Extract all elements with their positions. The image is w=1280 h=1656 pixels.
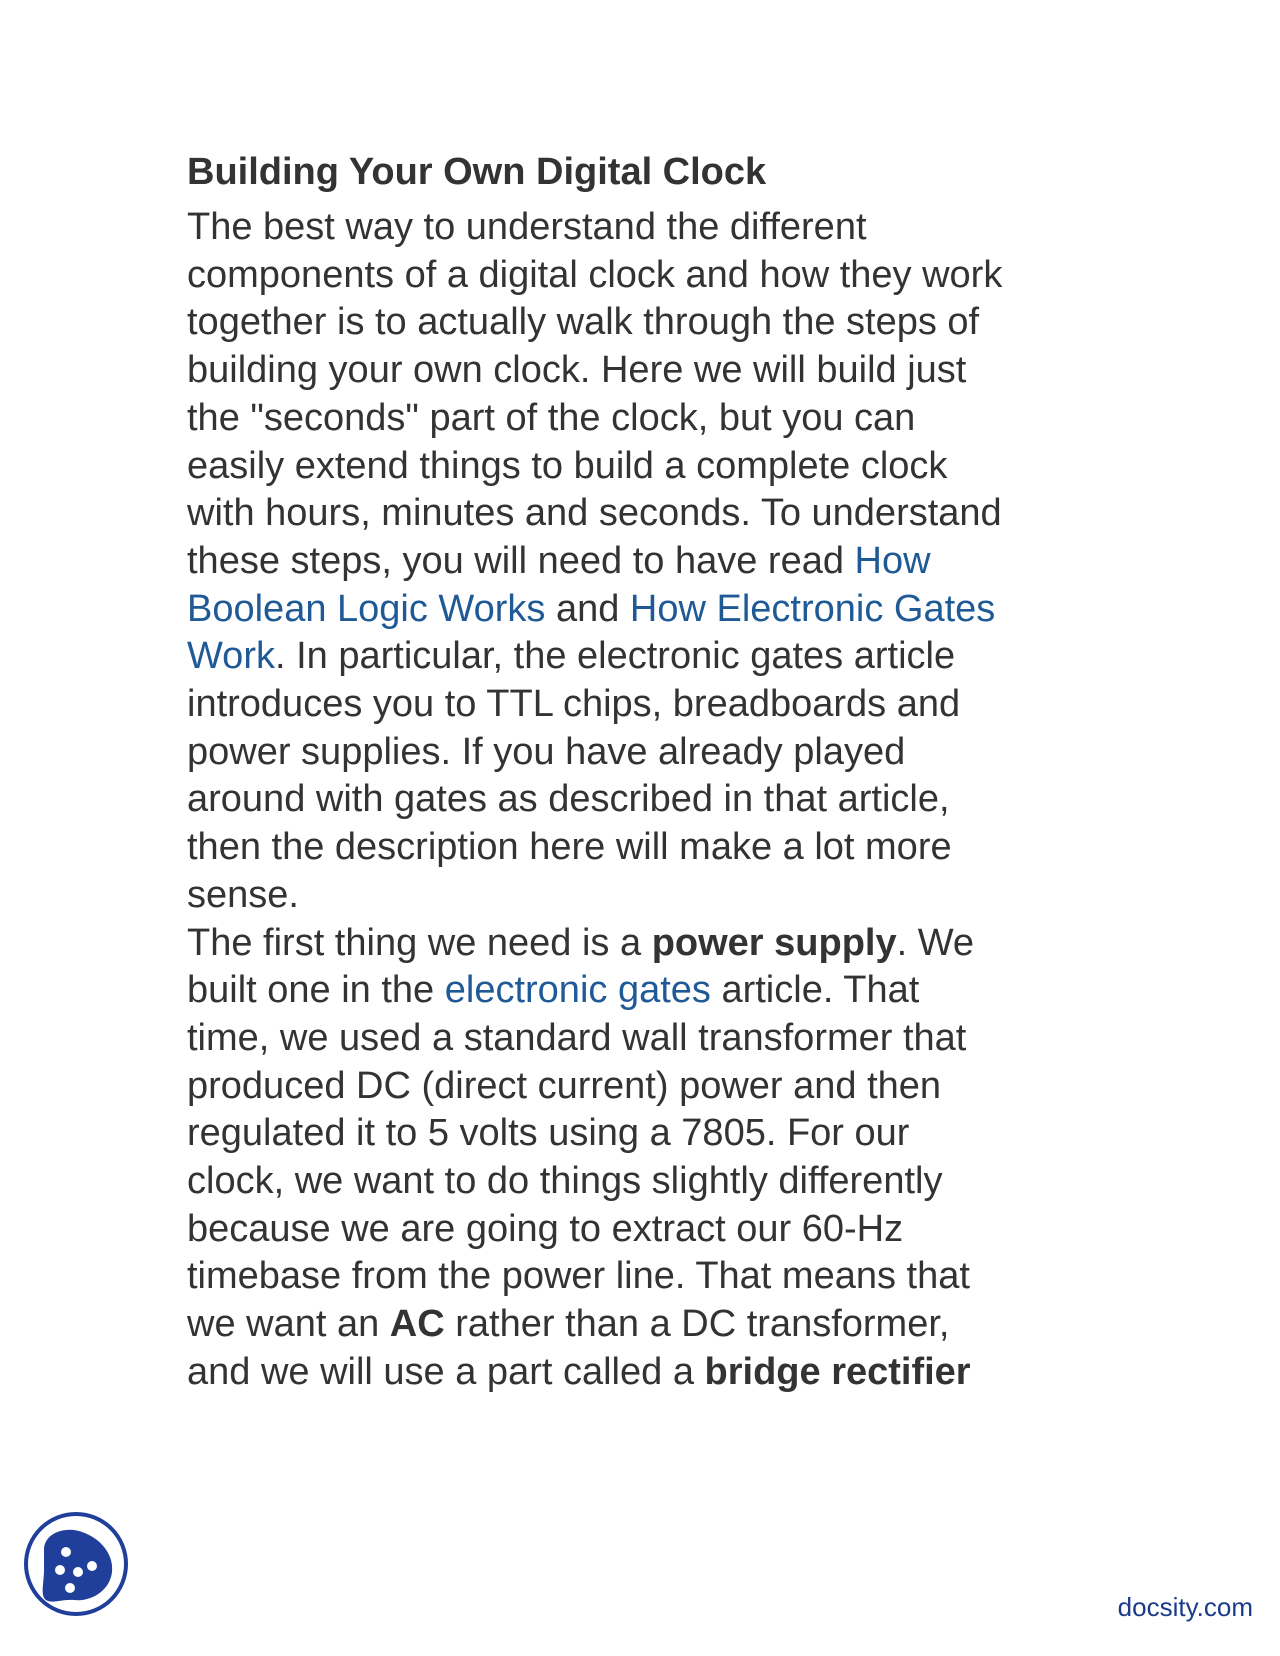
- footer-site-link[interactable]: docsity.com: [1117, 1592, 1253, 1622]
- text-line: together is to actually walk through the steps of: [187, 301, 980, 344]
- text-line: around with gates as described in that article,: [187, 778, 950, 821]
- bold-term: bridge rectifier: [704, 1350, 971, 1393]
- text-segment: and: [545, 587, 630, 630]
- article-content: [187, 148, 1087, 1397]
- text-line: clock, we want to do things slightly differently: [187, 1160, 943, 1203]
- text-segment: we want an: [187, 1303, 390, 1346]
- link-how-electronic-gates-work-cont[interactable]: Work: [187, 635, 275, 678]
- text-line: with hours, minutes and seconds. To understand: [187, 492, 1002, 535]
- text-line: sense.: [187, 873, 299, 916]
- text-line: timebase from the power line. That means that: [187, 1255, 970, 1298]
- text-line: the "seconds" part of the clock, but you can: [187, 396, 916, 439]
- link-how-boolean-logic-works-cont[interactable]: Boolean Logic Works: [187, 587, 546, 630]
- text-line: power supplies. If you have already played: [187, 730, 906, 773]
- text-segment: built one in the: [187, 969, 445, 1012]
- text-segment: . We: [896, 921, 975, 964]
- docsity-logo-svg: [22, 1510, 130, 1618]
- text-line: [187, 920, 1087, 968]
- text-line: [187, 1301, 1087, 1349]
- text-line: [187, 586, 1087, 634]
- text-line: then the description here will make a lot more: [187, 826, 952, 869]
- text-line: [187, 538, 1087, 586]
- text-line: regulated it to 5 volts using a 7805. For our: [187, 1112, 910, 1155]
- text-line: building your own clock. Here we will build just: [187, 349, 967, 392]
- link-electronic-gates[interactable]: electronic gates: [444, 969, 711, 1012]
- link-how-electronic-gates-work[interactable]: How Electronic Gates: [629, 587, 996, 630]
- text-line: because we are going to extract our 60-Hz: [187, 1207, 904, 1250]
- text-line: easily extend things to build a complete clock: [187, 444, 948, 487]
- article-title: Building Your Own Digital Clock: [187, 151, 767, 193]
- text-line: introduces you to TTL chips, breadboards and: [187, 683, 961, 726]
- text-segment: The first thing we need is a: [187, 921, 652, 964]
- text-line: [187, 967, 1087, 1015]
- text-line: [187, 633, 1087, 681]
- text-line: [187, 1349, 1087, 1397]
- text-line: The best way to understand the different: [187, 206, 867, 248]
- bold-term: power supply: [651, 921, 897, 964]
- text-segment: these steps, you will need to have read: [187, 539, 855, 582]
- text-line: produced DC (direct current) power and then: [187, 1064, 942, 1107]
- text-segment: rather than a DC transformer,: [444, 1303, 950, 1346]
- docsity-logo-icon[interactable]: [22, 1510, 130, 1618]
- paragraph-intro: [187, 204, 1087, 920]
- text-line: time, we used a standard wall transformer that: [187, 1016, 967, 1059]
- link-how-boolean-logic-works[interactable]: How: [854, 539, 931, 582]
- text-segment: . In particular, the electronic gates article: [274, 635, 956, 678]
- bold-term: AC: [389, 1303, 445, 1346]
- text-segment: and we will use a part called a: [187, 1350, 705, 1393]
- text-line: components of a digital clock and how they work: [187, 253, 1003, 296]
- paragraph-power-supply: [187, 920, 1087, 1397]
- text-segment: article. That: [710, 969, 920, 1012]
